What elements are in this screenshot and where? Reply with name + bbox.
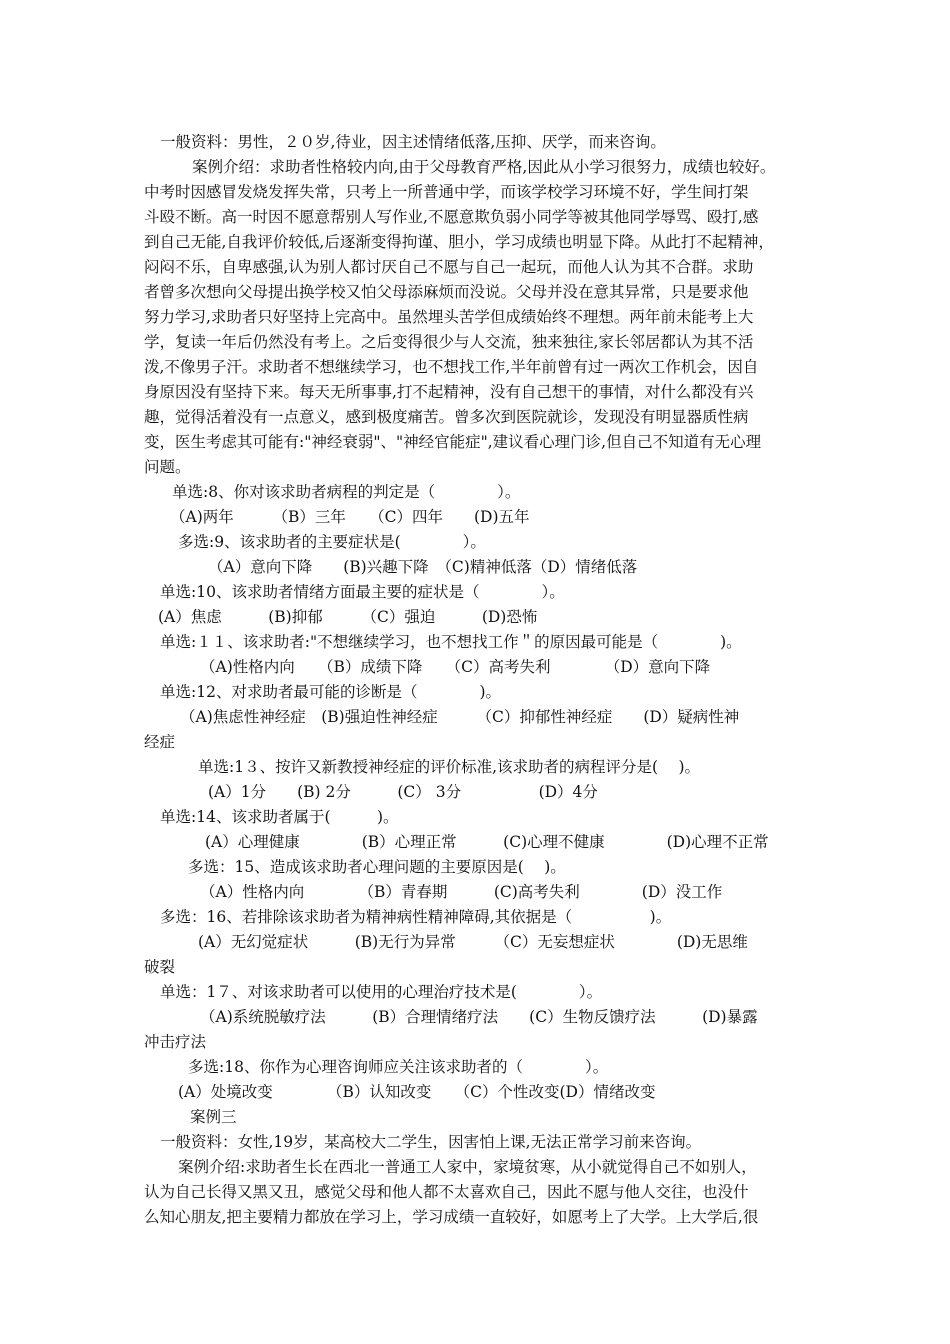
question-18-options: (A）处境改变 （B）认知改变 （C）个性改变(D）情绪改变	[178, 1083, 656, 1101]
question-10: 单选:10、该求助者情绪方面最主要的症状是（ ）。	[160, 583, 565, 601]
case-3-intro-line: 么知心朋友,把主要精力都放在学习上，学习成绩一直较好，如愿考上了大学。上大学后,很	[144, 1208, 759, 1226]
case-intro-line: 身原因没有坚持下来。每天无所事事,打不起精神，没有自己想干的事情，对什么都没有兴	[144, 383, 754, 401]
question-8: 单选:8、你对该求助者病程的判定是（ ）。	[172, 483, 521, 501]
question-16: 多选：16、若排除该求助者为精神病性精神障碍,其依据是（ )。	[160, 908, 672, 926]
question-12-options: （A)焦虑性神经症 (B)强迫性神经症 （C）抑郁性神经症 (D）疑病性神	[180, 708, 740, 726]
question-12-options-cont: 经症	[144, 733, 176, 751]
case-intro-line: 者曾多次想向父母提出换学校又怕父母添麻烦而没说。父母并没在意其异常，只是要求他	[144, 283, 749, 301]
case-intro-line: 中考时因感冒发烧发挥失常，只考上一所普通中学，而该学校学习环境不好，学生间打架	[144, 183, 749, 201]
question-12: 单选:12、对求助者最可能的诊断是（ )。	[160, 683, 501, 701]
case-intro-line: 案例介绍：求助者性格较内向,由于父母教育严格,因此从小学习很努力，成绩也较好。	[192, 158, 776, 176]
case-3-intro-line: 案例介绍:求助者生长在西北一普通工人家中，家境贫寒，从小就觉得自己不如别人，	[178, 1158, 757, 1176]
question-18: 多选:18、你作为心理咨询师应关注该求助者的（ ）。	[188, 1058, 609, 1076]
case-intro-line: 变，医生考虑其可能有:"神经衰弱"、"神经官能症",建议看心理门诊,但自己不知道有无心理	[144, 433, 762, 451]
case-intro-line: 斗殴不断。高一时因不愿意帮别人写作业,不愿意欺负弱小同学等被其他同学辱骂、殴打,感	[144, 208, 759, 226]
case-intro-line: 趣，觉得活着没有一点意义，感到极度痛苦。曾多次到医院就诊，发现没有明显器质性病	[144, 408, 749, 426]
question-9-options: （A）意向下降 (B)兴趣下降 （C)精神低落（D）情绪低落	[208, 558, 638, 576]
case-intro-line: 努力学习,求助者只好坚持上完高中。虽然埋头苦学但成绩始终不理想。两年前未能考上大	[144, 308, 754, 326]
question-9: 多选:9、该求助者的主要症状是( ）。	[178, 533, 486, 551]
section-heading-case-3: 案例三	[190, 1108, 237, 1126]
case-general-info: 一般资料：男性，２０岁,待业，因主述情绪低落,压抑、厌学，而来咨询。	[160, 133, 666, 151]
case-intro-line: 闷闷不乐，自卑感强,认为别人都讨厌自己不愿与自己一起玩，而他人认为其不合群。求助	[144, 258, 754, 276]
case-intro-line: 问题。	[144, 458, 191, 476]
question-15: 多选：15、造成该求助者心理问题的主要原因是( )。	[188, 858, 566, 876]
question-16-options: (A）无幻觉症状 (B)无行为异常 （C）无妄想症状 (D)无思维	[198, 933, 748, 951]
case-intro-line: 学，复读一年后仍然没有考上。之后变得很少与人交流，独来独往,家长邻居都认为其不活	[144, 333, 754, 351]
case-intro-line: 到自己无能,自我评价较低,后逐渐变得拘谨、胆小，学习成绩也明显下降。从此打不起精神，	[144, 233, 774, 251]
question-13: 单选:1３、按许又新教授神经症的评价标准,该求助者的病程评分是( )。	[198, 758, 701, 776]
question-8-options: （A)两年 （B）三年 （C）四年 (D)五年	[170, 508, 530, 526]
case-3-intro-line: 认为自己长得又黑又丑，感觉父母和他人都不太喜欢自己，因此不愿与他人交往，也没什	[144, 1183, 749, 1201]
question-14-options: (A）心理健康 (B）心理正常 (C)心理不健康 (D)心理不正常	[205, 833, 769, 851]
question-10-options: (A）焦虑 (B)抑郁 （C）强迫 (D)恐怖	[158, 608, 538, 626]
question-17-options-cont: 冲击疗法	[144, 1033, 207, 1051]
question-15-options: （A）性格内向 （B）青春期 (C)高考失利 (D）没工作	[200, 883, 723, 901]
question-13-options: (A）1分 (B) 2分 (C） 3分 (D）4分	[208, 783, 598, 801]
question-16-options-cont: 破裂	[144, 958, 176, 976]
question-17-options: （A)系统脱敏疗法 (B）合理情绪疗法 (C）生物反馈疗法 (D)暴露	[200, 1008, 758, 1026]
case-intro-line: 泼,不像男子汗。求助者不想继续学习，也不想找工作,半年前曾有过一两次工作机会，因自	[144, 358, 759, 376]
question-11: 单选:１１、该求助者:"不想继续学习，也不想找工作＂的原因最可能是（ )。	[160, 633, 742, 651]
question-17: 单选：1７、对该求助者可以使用的心理治疗技术是( ）。	[160, 983, 603, 1001]
question-14: 单选:14、该求助者属于( )。	[160, 808, 399, 826]
case-3-general-info: 一般资料：女性,19岁，某高校大二学生，因害怕上课,无法正常学习前来咨询。	[160, 1133, 702, 1151]
question-11-options: （A)性格内向 （B）成绩下降 （C）高考失利 （D）意向下降	[200, 658, 711, 676]
